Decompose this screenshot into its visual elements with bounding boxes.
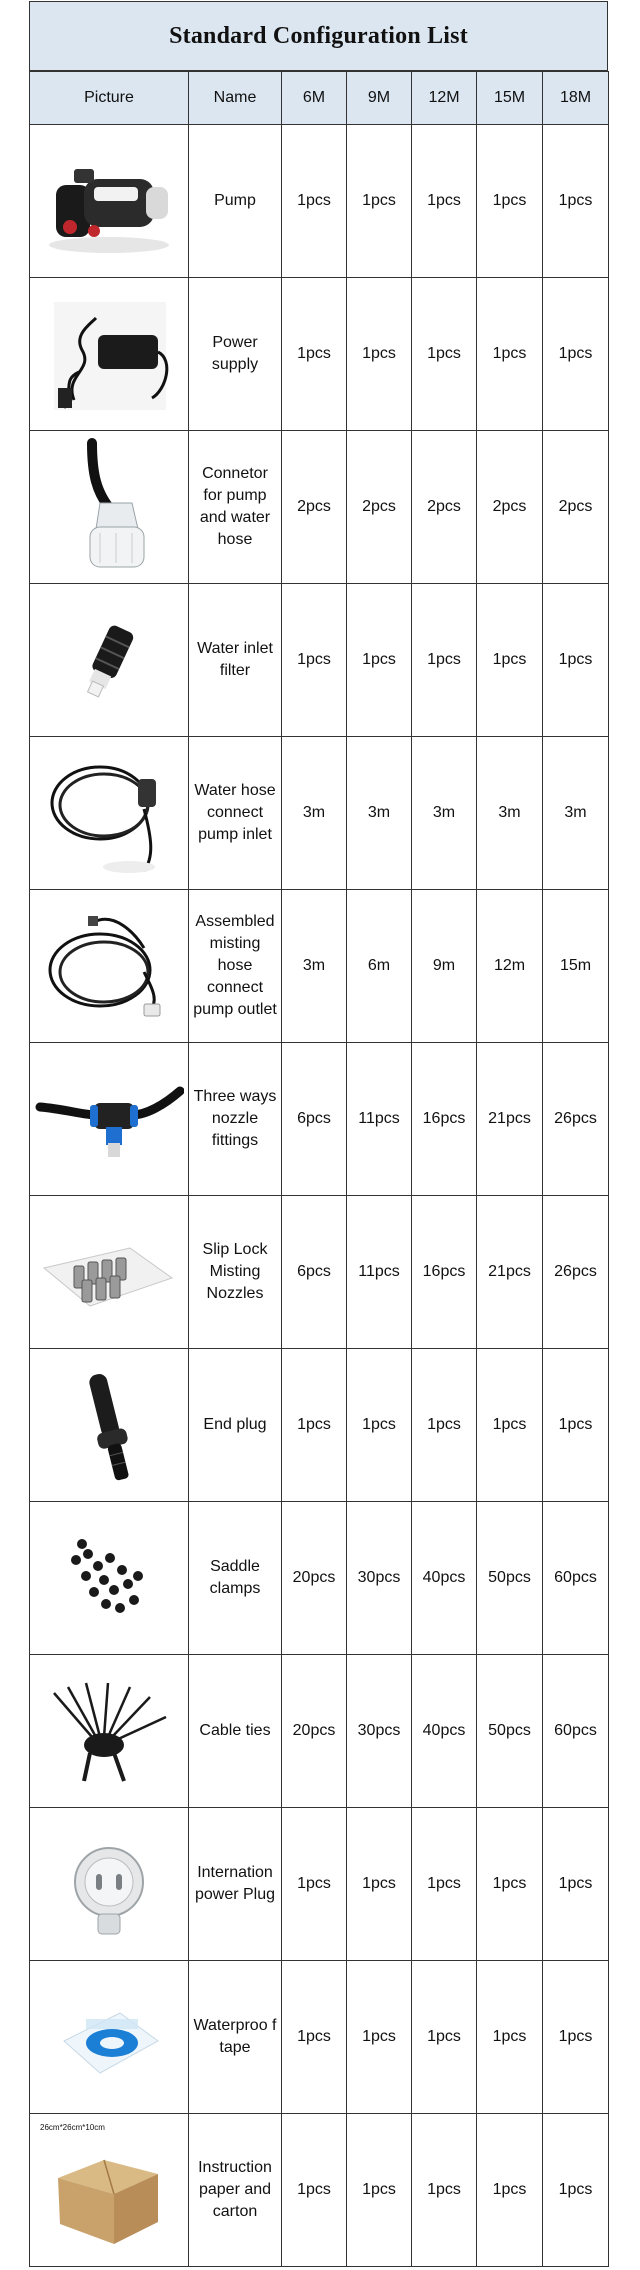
quantity-cell-6m: 3m <box>282 890 347 1043</box>
quantity-cell-12m: 1pcs <box>412 1349 477 1502</box>
picture-cell <box>30 125 189 278</box>
quantity-cell-15m: 1pcs <box>477 1961 543 2114</box>
item-name: Assembled misting hose connect pump outlet <box>189 890 282 1043</box>
quantity-cell-18m: 3m <box>543 737 609 890</box>
quantity-cell-6m: 20pcs <box>282 1655 347 1808</box>
quantity-cell-18m: 26pcs <box>543 1043 609 1196</box>
item-name: Water hose connect pump inlet <box>189 737 282 890</box>
power-plug-icon <box>34 1810 184 1958</box>
picture-cell <box>30 584 189 737</box>
carton-box-icon <box>34 2116 184 2264</box>
quantity-cell-6m: 1pcs <box>282 125 347 278</box>
quantity-cell-18m: 1pcs <box>543 278 609 431</box>
quantity-cell-12m: 16pcs <box>412 1043 477 1196</box>
picture-cell <box>30 1043 189 1196</box>
table-row <box>30 1349 609 1502</box>
header-name: Name <box>189 72 282 125</box>
nozzle-bag-icon <box>34 1198 184 1346</box>
item-name: Slip Lock Misting Nozzles <box>189 1196 282 1349</box>
quantity-cell-9m: 1pcs <box>347 1808 412 1961</box>
saddle-clamps-icon <box>34 1504 184 1652</box>
quantity-cell-9m: 30pcs <box>347 1502 412 1655</box>
quantity-cell-15m: 50pcs <box>477 1655 543 1808</box>
quantity-cell-12m: 1pcs <box>412 278 477 431</box>
table-row <box>30 278 609 431</box>
quantity-cell-6m: 6pcs <box>282 1196 347 1349</box>
page-title: Standard Configuration List <box>29 1 608 71</box>
box-dimension-label: 26cm*26cm*10cm <box>40 2123 105 2132</box>
table-row <box>30 2114 609 2267</box>
item-name: Saddle clamps <box>189 1502 282 1655</box>
picture-cell <box>30 890 189 1043</box>
picture-cell <box>30 2114 189 2267</box>
quantity-cell-18m: 1pcs <box>543 1961 609 2114</box>
table-row <box>30 1196 609 1349</box>
item-name: Instruction paper and carton <box>189 2114 282 2267</box>
table-row <box>30 125 609 278</box>
item-name: Pump <box>189 125 282 278</box>
waterproof-tape-icon <box>34 1963 184 2111</box>
table-row <box>30 1502 609 1655</box>
picture-cell <box>30 1502 189 1655</box>
quantity-cell-6m: 2pcs <box>282 431 347 584</box>
quantity-cell-9m: 30pcs <box>347 1655 412 1808</box>
quantity-cell-18m: 1pcs <box>543 584 609 737</box>
quantity-cell-9m: 1pcs <box>347 125 412 278</box>
item-name: Three ways nozzle fittings <box>189 1043 282 1196</box>
table-row <box>30 584 609 737</box>
table-row <box>30 1043 609 1196</box>
header-6m: 6M <box>282 72 347 125</box>
quantity-cell-15m: 1pcs <box>477 584 543 737</box>
quantity-cell-6m: 1pcs <box>282 1961 347 2114</box>
tee-fitting-icon <box>34 1045 184 1193</box>
coiled-hose-icon <box>34 739 184 887</box>
table-row <box>30 431 609 584</box>
quantity-cell-15m: 2pcs <box>477 431 543 584</box>
quantity-cell-12m: 40pcs <box>412 1502 477 1655</box>
picture-cell <box>30 1655 189 1808</box>
picture-cell <box>30 1196 189 1349</box>
quantity-cell-6m: 1pcs <box>282 1349 347 1502</box>
quantity-cell-15m: 1pcs <box>477 1349 543 1502</box>
quantity-cell-15m: 21pcs <box>477 1043 543 1196</box>
header-18m: 18M <box>543 72 609 125</box>
item-name: End plug <box>189 1349 282 1502</box>
quantity-cell-6m: 20pcs <box>282 1502 347 1655</box>
table-row <box>30 890 609 1043</box>
cable-ties-icon <box>34 1657 184 1805</box>
quantity-cell-18m: 2pcs <box>543 431 609 584</box>
quantity-cell-9m: 3m <box>347 737 412 890</box>
configuration-sheet <box>29 1 608 2267</box>
quantity-cell-6m: 1pcs <box>282 1808 347 1961</box>
quantity-cell-9m: 11pcs <box>347 1196 412 1349</box>
item-name: Water inlet filter <box>189 584 282 737</box>
quantity-cell-6m: 1pcs <box>282 2114 347 2267</box>
quantity-cell-12m: 1pcs <box>412 2114 477 2267</box>
quantity-cell-12m: 3m <box>412 737 477 890</box>
table-row <box>30 1961 609 2114</box>
header-15m: 15M <box>477 72 543 125</box>
quantity-cell-12m: 1pcs <box>412 1808 477 1961</box>
quantity-cell-18m: 60pcs <box>543 1502 609 1655</box>
power-adapter-icon <box>34 280 184 428</box>
table-row <box>30 1808 609 1961</box>
quantity-cell-9m: 6m <box>347 890 412 1043</box>
picture-cell <box>30 737 189 890</box>
picture-cell <box>30 1961 189 2114</box>
quantity-cell-18m: 1pcs <box>543 2114 609 2267</box>
quantity-cell-9m: 2pcs <box>347 431 412 584</box>
quantity-cell-12m: 9m <box>412 890 477 1043</box>
end-plug-icon <box>34 1351 184 1499</box>
table-row <box>30 1655 609 1808</box>
item-name: Internation power Plug <box>189 1808 282 1961</box>
quantity-cell-6m: 6pcs <box>282 1043 347 1196</box>
quantity-cell-12m: 40pcs <box>412 1655 477 1808</box>
item-name: Power supply <box>189 278 282 431</box>
quantity-cell-18m: 26pcs <box>543 1196 609 1349</box>
quantity-cell-15m: 21pcs <box>477 1196 543 1349</box>
quantity-cell-15m: 1pcs <box>477 1808 543 1961</box>
quantity-cell-18m: 1pcs <box>543 1349 609 1502</box>
quantity-cell-12m: 1pcs <box>412 1961 477 2114</box>
hose-connector-icon <box>34 433 184 581</box>
configuration-table <box>29 71 609 2267</box>
quantity-cell-15m: 1pcs <box>477 2114 543 2267</box>
picture-cell <box>30 278 189 431</box>
header-picture: Picture <box>30 72 189 125</box>
quantity-cell-18m: 15m <box>543 890 609 1043</box>
quantity-cell-9m: 11pcs <box>347 1043 412 1196</box>
pump-icon <box>34 127 184 275</box>
quantity-cell-15m: 1pcs <box>477 278 543 431</box>
picture-cell <box>30 1808 189 1961</box>
header-9m: 9M <box>347 72 412 125</box>
quantity-cell-15m: 12m <box>477 890 543 1043</box>
inlet-filter-icon <box>34 586 184 734</box>
quantity-cell-12m: 1pcs <box>412 125 477 278</box>
picture-cell <box>30 431 189 584</box>
header-12m: 12M <box>412 72 477 125</box>
quantity-cell-6m: 3m <box>282 737 347 890</box>
table-row <box>30 737 609 890</box>
misting-hose-icon <box>34 892 184 1040</box>
quantity-cell-9m: 1pcs <box>347 584 412 737</box>
item-name: Cable ties <box>189 1655 282 1808</box>
quantity-cell-18m: 1pcs <box>543 125 609 278</box>
header-row <box>30 72 609 125</box>
item-name: Connetor for pump and water hose <box>189 431 282 584</box>
quantity-cell-9m: 1pcs <box>347 1349 412 1502</box>
quantity-cell-9m: 1pcs <box>347 278 412 431</box>
quantity-cell-15m: 50pcs <box>477 1502 543 1655</box>
quantity-cell-9m: 1pcs <box>347 1961 412 2114</box>
quantity-cell-6m: 1pcs <box>282 584 347 737</box>
quantity-cell-18m: 1pcs <box>543 1808 609 1961</box>
picture-cell <box>30 1349 189 1502</box>
quantity-cell-6m: 1pcs <box>282 278 347 431</box>
quantity-cell-9m: 1pcs <box>347 2114 412 2267</box>
quantity-cell-12m: 16pcs <box>412 1196 477 1349</box>
item-name: Waterproo f tape <box>189 1961 282 2114</box>
quantity-cell-15m: 3m <box>477 737 543 890</box>
quantity-cell-12m: 2pcs <box>412 431 477 584</box>
quantity-cell-12m: 1pcs <box>412 584 477 737</box>
quantity-cell-15m: 1pcs <box>477 125 543 278</box>
quantity-cell-18m: 60pcs <box>543 1655 609 1808</box>
